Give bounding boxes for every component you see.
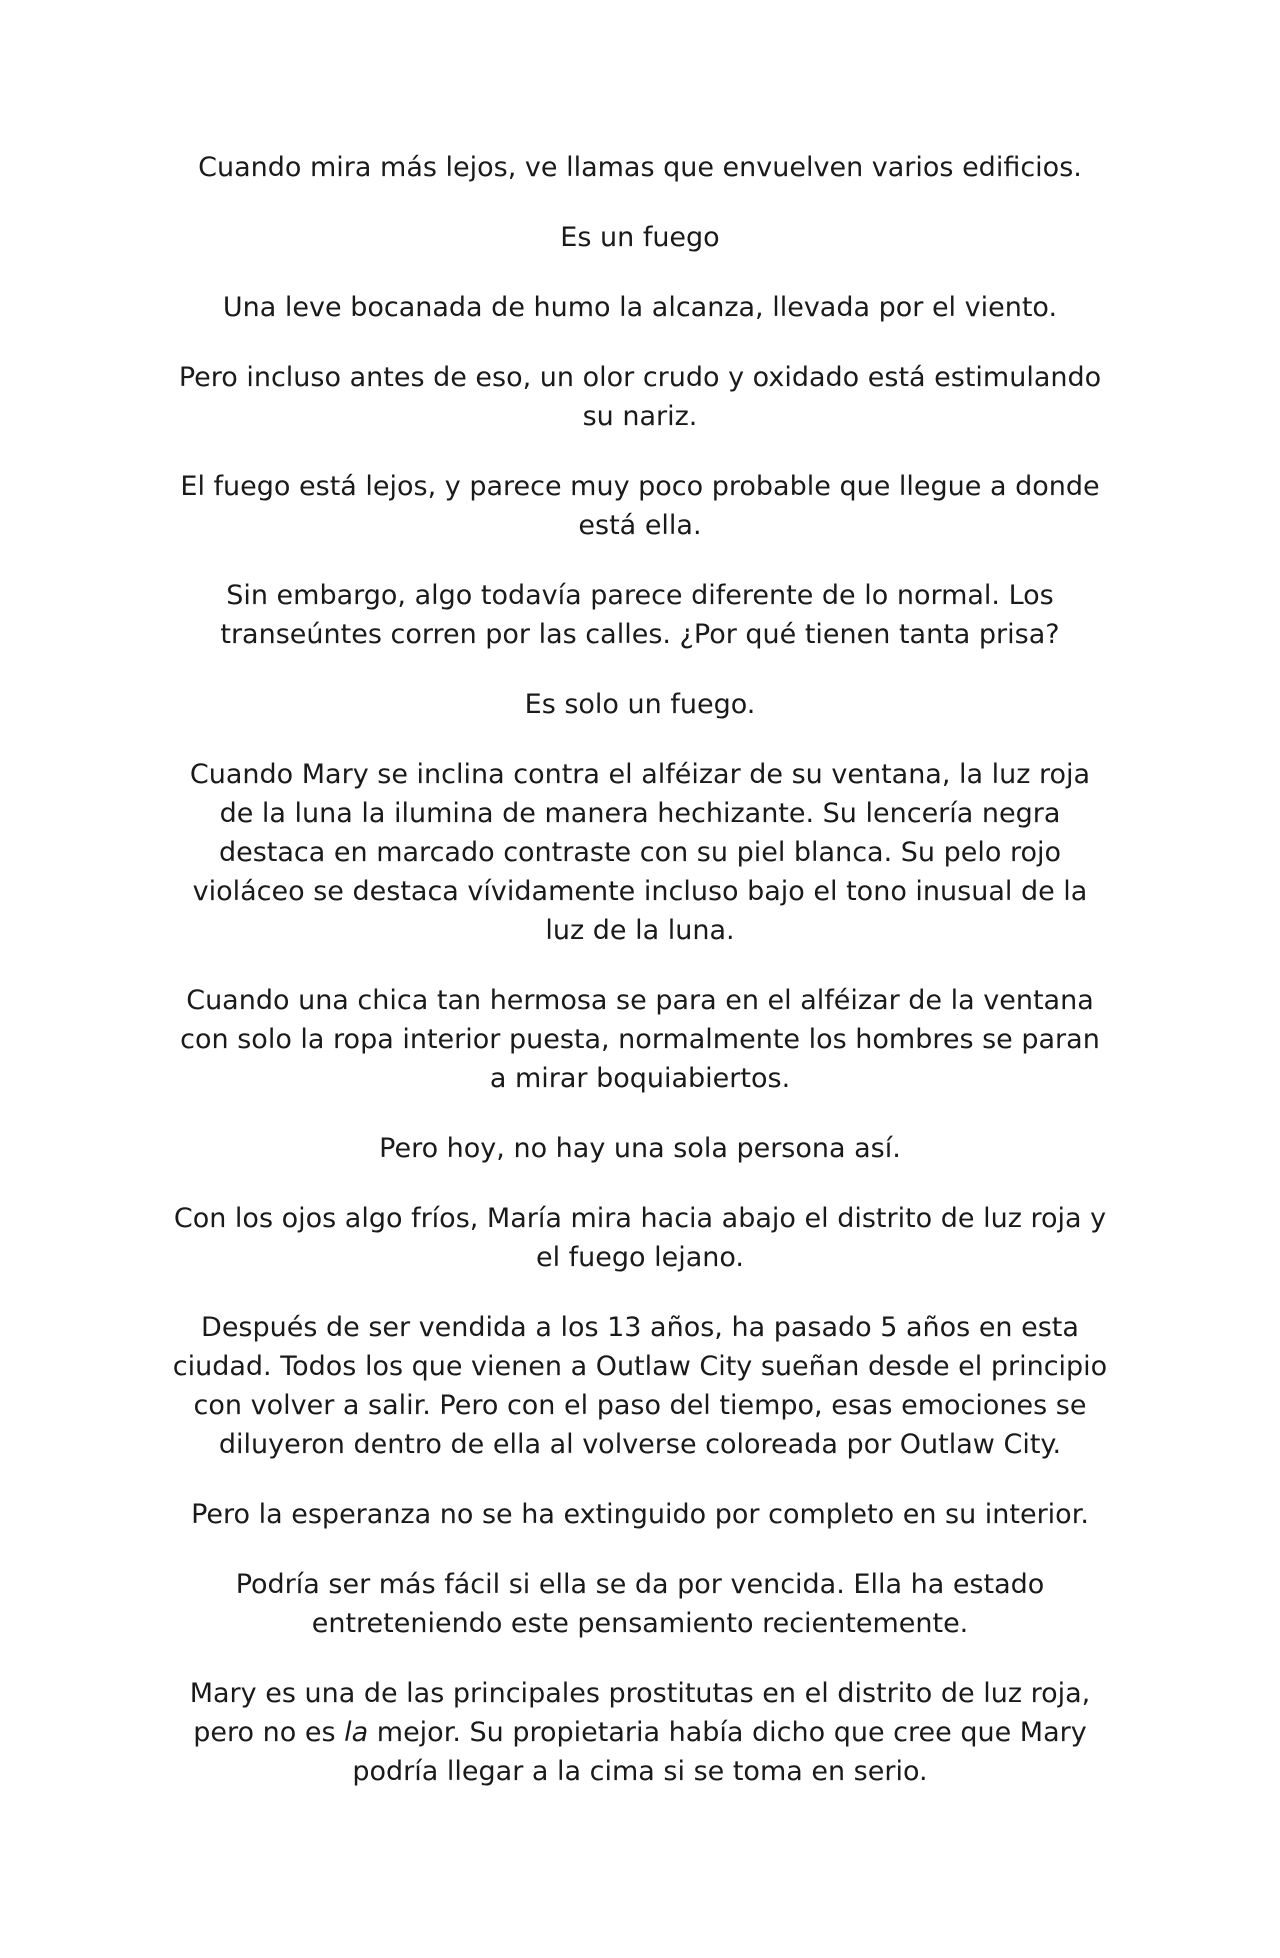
paragraph: Es solo un fuego. xyxy=(524,689,756,720)
paragraph: Cuando una chica tan hermosa se para en el alféizar de la ventana con solo la ropa interior puesta, normalmente los hombres se paran a mirar boquiabiertos. xyxy=(180,985,1100,1094)
paragraph: Pero incluso antes de eso, un olor crudo y oxidado está estimulando su nariz. xyxy=(178,362,1102,432)
paragraph-text: mejor. Su propietaria había dicho que cree que Mary podría llegar a la cima si se toma en serio. xyxy=(352,1717,1087,1787)
paragraph: Cuando Mary se inclina contra el alféizar de su ventana, la luz roja de la luna la ilumina de manera hechizante. Su lencería negra destaca en marcado contraste con su piel blanca. Su pelo rojo violáceo se destaca vívidamente incluso bajo el tono inusual de la luz de la luna. xyxy=(189,759,1091,946)
paragraph: Pero hoy, no hay una sola persona así. xyxy=(379,1133,901,1164)
paragraph: El fuego está lejos, y parece muy poco probable que llegue a donde está ella. xyxy=(180,471,1100,541)
paragraph: Pero la esperanza no se ha extinguido por completo en su interior. xyxy=(191,1499,1089,1530)
paragraph-text: Mary es una de las principales prostitutas en el distrito de luz roja, pero no es xyxy=(189,1678,1091,1748)
text-column xyxy=(170,148,1110,1791)
paragraph: Es un fuego xyxy=(560,222,720,253)
paragraph: Con los ojos algo fríos, María mira hacia abajo el distrito de luz roja y el fuego lejano. xyxy=(173,1203,1107,1273)
paragraph: Podría ser más fácil si ella se da por vencida. Ella ha estado entreteniendo este pensamiento recientemente. xyxy=(235,1569,1045,1639)
paragraph: Después de ser vendida a los 13 años, ha pasado 5 años en esta ciudad. Todos los que vienen a Outlaw City sueñan desde el principio con volver a salir. Pero con el paso del tiempo, esas emociones se diluyeron dentro de ella al volverse coloreada por Outlaw City. xyxy=(172,1312,1108,1460)
paragraph: Cuando mira más lejos, ve llamas que envuelven varios edificios. xyxy=(198,152,1082,183)
paragraph: Una leve bocanada de humo la alcanza, llevada por el viento. xyxy=(222,292,1058,323)
paragraph-final xyxy=(170,1674,1110,1791)
paragraph: Sin embargo, algo todavía parece diferente de lo normal. Los transeúntes corren por las calles. ¿Por qué tienen tanta prisa? xyxy=(220,580,1060,650)
emphasized-word: la xyxy=(344,1717,369,1748)
